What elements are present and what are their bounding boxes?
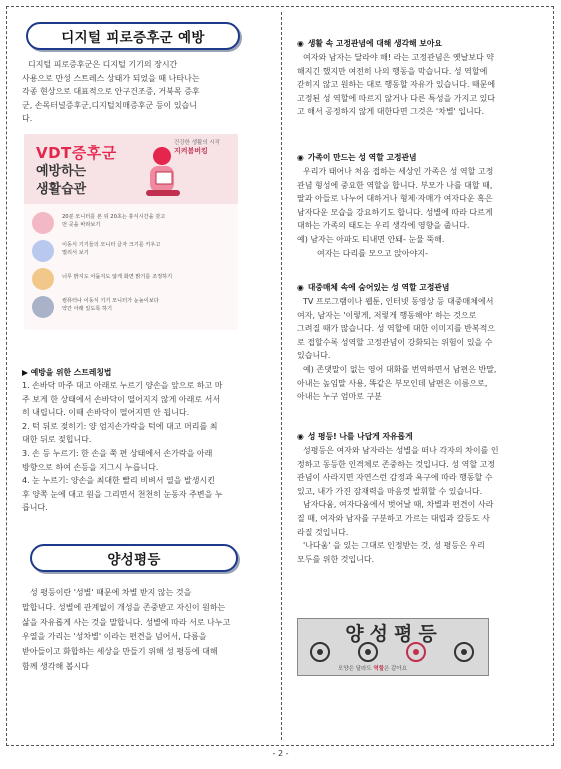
stretch-line: 방향으로 하여 손등을 지그시 누릅니다. xyxy=(22,462,159,472)
poster-title: VDT증후군 xyxy=(36,144,117,162)
intro-line: 각종 현상으로 대표적으로 안구건조증, 거북목 증후 xyxy=(22,87,200,97)
section-heading xyxy=(297,38,442,49)
desk-icon xyxy=(32,296,54,318)
text-line: 성평등은 여자와 남자라는 성별을 떠나 각자의 차이를 인 xyxy=(303,446,499,455)
poster-tip xyxy=(32,294,232,320)
media-paragraph xyxy=(297,295,549,404)
text-line: 남자다움, 여자다움에서 벗어날 때, 차별과 편견이 사라 xyxy=(303,500,494,510)
target-icon: ◉ xyxy=(297,432,304,441)
text-line: '나다움' 을 있는 그대로 인정받는 것, 성 평등은 우리 xyxy=(303,541,485,551)
column-divider xyxy=(281,12,282,740)
stretch-line: 4. 눈 누르기: 양손을 최대한 빨리 비벼서 열을 발생시킨 xyxy=(22,476,215,486)
text-line: TV 프로그램이나 웹툰, 인터넷 동영상 등 대중매체에서 xyxy=(303,297,494,306)
text-line: 우리가 태어나 처음 접하는 세상인 가족은 성 역할 고정 xyxy=(303,167,494,176)
text-line: 라질 것입니다. xyxy=(297,527,349,537)
text-line: 모두를 위한 것입니다. xyxy=(297,554,375,564)
banner-subtitle xyxy=(338,664,407,672)
stretching-paragraph xyxy=(22,379,274,515)
text-line: 질 때, 여자와 남자를 구분하고 가르는 대립과 갈등도 사 xyxy=(297,513,490,523)
section-title-text: 양성평등 xyxy=(107,552,161,568)
stretch-line: 주 보게 한 상태에서 손바닥이 떨어지지 않게 아래로 서서 xyxy=(22,394,221,404)
intro-line: 군, 손목터널증후군,디지털치매증후군 등이 있습니 xyxy=(22,100,198,110)
heading-text: 가족이 만드는 성 역할 고정관념 xyxy=(307,153,417,162)
page-number: - 2 - xyxy=(272,749,289,758)
banner-title: 양성평등 xyxy=(345,623,443,645)
stretch-line: 1. 손바닥 마주 대고 아래로 누르기 양손을 앞으로 하고 마 xyxy=(22,381,223,390)
stretch-line: 히 내립니다. 이때 손바닥이 떨어지면 안 됩니다. xyxy=(22,408,190,418)
target-icon: ◉ xyxy=(297,283,304,292)
text-line: 딸과 아들로 나누어 대하거나 형제·자매가 여자다운 혹은 xyxy=(297,194,493,204)
text-line: 있고, 내가 가진 잠재력을 마음껏 발휘할 수 있습니다. xyxy=(297,486,483,496)
text-line: 여자, 남자는 '이렇게, 저렇게 행동해야' 하는 것으로 xyxy=(297,310,477,320)
section-title-digital-fatigue xyxy=(26,22,240,50)
equality-freedom-paragraph xyxy=(297,444,549,566)
intro-line: 디지털 피로증후군은 디지털 기기의 장시간 xyxy=(28,60,178,69)
text-line: 고 해서 공정하지 않게 대한다면 그것은 '차별' 입니다. xyxy=(297,107,485,117)
heading-text: 생활 속 고정관념에 대해 생각해 보아요 xyxy=(307,39,442,48)
equality-line: 성 평등이란 '성별' 때문에 차별 받지 않는 것을 xyxy=(30,588,192,597)
gender-equality-banner-image xyxy=(297,618,489,676)
section-heading xyxy=(297,282,449,293)
banner-sub-emphasis: 역할 xyxy=(373,666,385,672)
poster-tip-text xyxy=(62,214,165,229)
stretch-line: 3. 손 등 누르기: 한 손을 쭉 편 상태에서 손가락을 아래 xyxy=(22,448,213,458)
poster-tip xyxy=(32,210,232,236)
text-line: 여자와 남자는 달라야 해! 라는 고정관념은 옛날보다 약 xyxy=(303,53,495,62)
intro-line: 사용으로 만성 스트레스 상태가 되었을 때 나타나는 xyxy=(22,73,200,83)
text-line: 로 접할수록 성역할 고정관념이 강화되는 위험이 있을 수 xyxy=(297,337,493,347)
section-heading xyxy=(297,152,417,163)
text-line: 그려질 때가 많습니다. 성 역할에 대한 이미지를 반복적으 xyxy=(297,324,496,334)
stretch-line: 2. 턱 뒤로 젖히기: 양 엄지손가락을 턱에 대고 머리를 최 xyxy=(22,421,218,431)
text-line: 관념이 사라지면 자연스런 감정과 욕구에 따라 행동할 수 xyxy=(297,473,493,483)
text-line: 아내는 높임말 사용, 똑같은 부모인데 남편은 이름으로, xyxy=(297,378,488,388)
banner-sub-text: 은 같아요 xyxy=(384,666,408,672)
stretch-line: 대한 뒤로 젖힙니다. xyxy=(22,435,92,445)
text-line: 대하는 가족의 태도는 우리 생각에 영향을 줍니다. xyxy=(297,221,470,231)
monitor-icon xyxy=(32,212,54,234)
wheels-illustration xyxy=(306,641,482,663)
poster-tip-line: 20분 모니터를 본 뒤 20초는 휴식시간을 갖고 xyxy=(62,214,166,220)
poster-title: 예방하는 xyxy=(36,164,87,179)
stretching-heading: ▶ 예방을 위한 스트레칭법 xyxy=(22,368,112,377)
poster-tip-line: 약간 아래 있도록 하기 xyxy=(62,305,113,312)
text-line: 관념 형성에 중요한 역할을 합니다. 부모가 나를 대할 때, xyxy=(297,180,493,190)
stereotype-paragraph xyxy=(297,51,549,119)
poster-tip-line: 너무 밝지도 어둡지도 않게 화면 밝기를 조정하기 xyxy=(62,274,173,280)
reading-person-illustration xyxy=(136,142,190,202)
family-paragraph xyxy=(297,165,549,260)
stretch-line: 릅니다. xyxy=(22,503,48,513)
text-line: 갇히지 않고 원하는 대로 행동할 자유가 있습니다. 때문에 xyxy=(297,80,496,90)
brightness-icon xyxy=(32,268,54,290)
text-line: 해지긴 했지만 여전히 나의 행동을 막습니다. 성 역할에 xyxy=(297,66,488,76)
text-line: 있습니다. xyxy=(297,351,331,361)
equality-line: 함께 생각해 봅시다 xyxy=(22,661,89,671)
poster-tip-line: 멀리서 보기 xyxy=(62,249,89,256)
intro-line: 다. xyxy=(22,114,33,124)
heading-text: 대중매체 속에 숨어있는 성 역할 고정관념 xyxy=(307,283,450,292)
poster-tip xyxy=(32,238,232,264)
vdt-poster-image xyxy=(24,134,238,330)
text-line: 남자다운 모습을 강요하기도 합니다. 성별에 따라 다르게 xyxy=(297,207,493,217)
poster-tip-line: 이동식 기기들의 모니터 글자 크기를 키우고 xyxy=(62,242,161,248)
equality-line: 받아들이고 화합하는 세상을 만들기 위해 성 평등에 대해 xyxy=(22,647,218,657)
equality-line: 우열을 가리는 '성차별' 이라는 편견을 넘어서, 다름을 xyxy=(22,632,207,642)
section-title-gender-equality xyxy=(30,544,238,572)
target-icon: ◉ xyxy=(297,39,304,48)
banner-sub-text: 모양은 달라도 xyxy=(338,666,374,672)
text-line: 여자는 다리를 모으고 앉아야지- xyxy=(317,248,428,258)
text-line: 정하고 동등한 인격체로 존중하는 것입니다. 성 역할 고정 xyxy=(297,459,496,469)
text-line: 예) 존댓말이 없는 영어 대화를 번역하면서 남편은 반말, xyxy=(303,364,497,374)
heading-text: 성 평등! 나를 나답게 자유롭게 xyxy=(307,432,413,441)
poster-tip-text xyxy=(62,242,160,257)
stretch-line: 후 양쪽 눈에 대고 원을 그리면서 천천히 눈동자 주변을 누 xyxy=(22,489,223,499)
poster-tip-text xyxy=(62,298,159,313)
phone-icon xyxy=(32,240,54,262)
intro-paragraph xyxy=(22,58,272,126)
poster-tip-line: 먼 곳을 바라보기 xyxy=(62,221,101,228)
poster-tip-text xyxy=(62,274,172,282)
poster-tip-line: 컴퓨터나 이동식 기기 모니터가 눈높이보다 xyxy=(62,298,159,304)
section-heading xyxy=(297,431,413,442)
text-line: 고정된 성 역할에 따르지 않거나 다른 특성을 가지고 있다 xyxy=(297,93,496,103)
equality-line: 삶을 자유롭게 사는 것을 말합니다. 성별에 따라 서로 나누고 xyxy=(22,617,231,627)
text-line: 아내는 누구 엄마로 구분 xyxy=(297,392,382,402)
text-line: 예) 남자는 아파도 티내면 안돼- 눈물 뚝해. xyxy=(297,234,445,244)
equality-line: 말합니다. 성별에 관계없이 개성을 존중받고 자신이 원하는 xyxy=(22,602,226,612)
poster-badge-brand: 지켜봄버킹 xyxy=(174,147,208,155)
poster-tip xyxy=(32,266,232,292)
poster-title: 생활습관 xyxy=(36,182,87,197)
target-icon: ◉ xyxy=(297,153,304,162)
poster-badge-small: 건강한 생활의 시작 xyxy=(174,140,221,146)
equality-paragraph xyxy=(22,586,276,675)
section-title-text: 디지털 피로증후군 예방 xyxy=(61,30,205,46)
